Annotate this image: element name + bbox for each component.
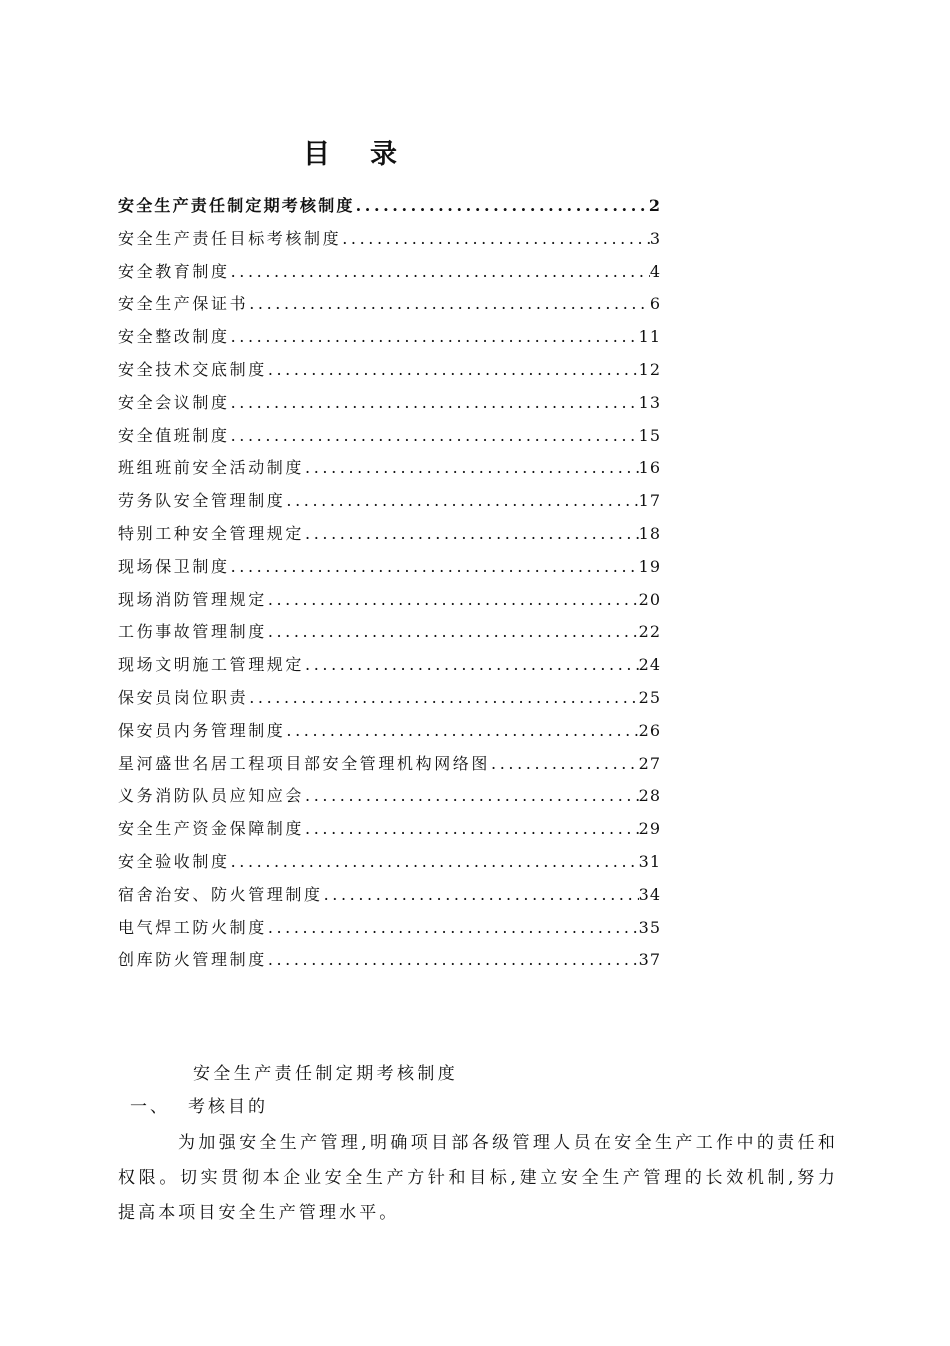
toc-leader-dots bbox=[248, 288, 650, 321]
toc-leader-dots bbox=[230, 256, 650, 289]
toc-leader-dots bbox=[267, 354, 639, 387]
toc-entry-label: 创库防火管理制度 bbox=[118, 950, 267, 970]
toc-leader-dots bbox=[267, 584, 639, 617]
section-heading-number: 一、 bbox=[130, 1097, 170, 1117]
toc-entry[interactable] bbox=[118, 190, 661, 223]
toc-entry[interactable] bbox=[118, 518, 661, 551]
toc-leader-dots bbox=[230, 420, 639, 453]
toc-entry-label: 电气焊工防火制度 bbox=[118, 917, 267, 937]
toc-entry[interactable] bbox=[118, 682, 661, 715]
toc-leader-dots bbox=[285, 715, 638, 748]
toc-entry-page-number: 35 bbox=[638, 917, 661, 937]
toc-entry[interactable] bbox=[118, 584, 661, 617]
toc-entry[interactable] bbox=[118, 288, 661, 321]
toc-title: 目录 bbox=[303, 139, 437, 170]
toc-entry-page-number: 12 bbox=[638, 359, 661, 379]
toc-leader-dots bbox=[304, 649, 639, 682]
toc-entry[interactable] bbox=[118, 387, 661, 420]
toc-leader-dots bbox=[323, 879, 639, 912]
toc-entry-page-number: 27 bbox=[638, 753, 661, 773]
toc-entry-label: 义务消防队员应知应会 bbox=[118, 786, 305, 806]
toc-leader-dots bbox=[304, 780, 639, 813]
toc-entry[interactable] bbox=[118, 715, 661, 748]
toc-entry-page-number: 11 bbox=[638, 327, 661, 347]
toc-entry-label: 安全生产责任目标考核制度 bbox=[118, 228, 342, 248]
toc-entry[interactable] bbox=[118, 452, 661, 485]
toc-entry-page-number: 26 bbox=[638, 720, 661, 740]
toc-leader-dots bbox=[230, 846, 639, 879]
toc-entry[interactable] bbox=[118, 223, 661, 256]
toc-entry-label: 保安员内务管理制度 bbox=[118, 720, 286, 740]
toc-entry-label: 安全会议制度 bbox=[118, 392, 230, 412]
toc-leader-dots bbox=[267, 616, 639, 649]
toc-entry-label: 劳务队安全管理制度 bbox=[118, 491, 286, 511]
toc-entry-page-number: 25 bbox=[638, 687, 661, 707]
toc-entry-label: 现场消防管理规定 bbox=[118, 589, 267, 609]
toc-entry-label: 现场保卫制度 bbox=[118, 556, 230, 576]
toc-entry-page-number: 20 bbox=[638, 589, 661, 609]
toc-entry-label: 保安员岗位职责 bbox=[118, 687, 249, 707]
toc-leader-dots bbox=[304, 813, 639, 846]
toc-entry[interactable] bbox=[118, 944, 661, 977]
toc-entry[interactable] bbox=[118, 420, 661, 453]
toc-entry-label: 现场文明施工管理规定 bbox=[118, 655, 305, 675]
toc-leader-dots bbox=[248, 682, 638, 715]
toc-entry-page-number: 3 bbox=[649, 228, 661, 248]
toc-leader-dots bbox=[230, 551, 639, 584]
toc-entry-page-number: 6 bbox=[649, 294, 661, 314]
toc-leader-dots bbox=[230, 387, 639, 420]
toc-entry-page-number: 24 bbox=[638, 655, 661, 675]
toc-entry-page-number: 4 bbox=[649, 261, 661, 281]
toc-entry[interactable] bbox=[118, 485, 661, 518]
toc-entry-page-number: 37 bbox=[638, 950, 661, 970]
toc-entry-page-number: 34 bbox=[638, 884, 661, 904]
toc-entry-label: 特别工种安全管理规定 bbox=[118, 523, 305, 543]
section-paragraph: 为加强安全生产管理,明确项目部各级管理人员在安全生产工作中的责任和权限。切实贯彻本企业安全生产方针和目标,建立安全生产管理的长效机制,努力提高本项目安全生产管理水平。 bbox=[118, 1133, 838, 1223]
toc-entry[interactable] bbox=[118, 813, 661, 846]
toc-entry[interactable] bbox=[118, 354, 661, 387]
toc-entry[interactable] bbox=[118, 256, 661, 289]
toc-entry[interactable] bbox=[118, 616, 661, 649]
toc-entry-label: 班组班前安全活动制度 bbox=[118, 458, 305, 478]
toc-entry[interactable] bbox=[118, 879, 661, 912]
toc-leader-dots bbox=[267, 944, 639, 977]
toc-entry[interactable] bbox=[118, 780, 661, 813]
toc-entry[interactable] bbox=[118, 649, 661, 682]
toc-entry[interactable] bbox=[118, 748, 661, 781]
toc-entry-page-number: 22 bbox=[638, 622, 661, 642]
section-title: 安全生产责任制定期考核制度 bbox=[193, 1064, 459, 1084]
toc-entry-page-number: 28 bbox=[638, 786, 661, 806]
toc-leader-dots bbox=[267, 912, 639, 945]
toc-entry-label: 安全生产保证书 bbox=[118, 294, 249, 314]
toc-entry-label: 安全生产责任制定期考核制度 bbox=[118, 196, 355, 215]
toc-entry-page-number: 17 bbox=[638, 491, 661, 511]
toc-entry-page-number: 16 bbox=[638, 458, 661, 478]
toc-entry-page-number: 19 bbox=[638, 556, 661, 576]
toc-leader-dots bbox=[341, 223, 650, 256]
section-heading bbox=[130, 1093, 268, 1121]
toc-entry[interactable] bbox=[118, 551, 661, 584]
toc-entry-page-number: 13 bbox=[638, 392, 661, 412]
toc-entry-page-number: 29 bbox=[638, 819, 661, 839]
section-heading-text: 考核目的 bbox=[188, 1097, 268, 1117]
toc-entry-label: 宿舍治安、防火管理制度 bbox=[118, 884, 323, 904]
toc-leader-dots bbox=[304, 452, 639, 485]
toc-entry-label: 星河盛世名居工程项目部安全管理机构网络图 bbox=[118, 753, 491, 773]
toc-entry-label: 安全整改制度 bbox=[118, 327, 230, 347]
toc-leader-dots bbox=[304, 518, 639, 551]
toc-entry-page-number: 18 bbox=[638, 523, 661, 543]
table-of-contents bbox=[118, 190, 661, 977]
toc-entry-page-number: 31 bbox=[638, 851, 661, 871]
toc-leader-dots bbox=[490, 748, 639, 781]
toc-leader-dots bbox=[285, 485, 638, 518]
toc-entry-label: 安全教育制度 bbox=[118, 261, 230, 281]
toc-entry-label: 安全生产资金保障制度 bbox=[118, 819, 305, 839]
toc-entry[interactable] bbox=[118, 321, 661, 354]
toc-entry[interactable] bbox=[118, 912, 661, 945]
toc-entry-page-number: 15 bbox=[638, 425, 661, 445]
toc-entry-label: 安全技术交底制度 bbox=[118, 359, 267, 379]
toc-entry-page-number: 2 bbox=[648, 196, 661, 215]
toc-leader-dots bbox=[355, 190, 649, 223]
toc-entry[interactable] bbox=[118, 846, 661, 879]
toc-entry-label: 安全验收制度 bbox=[118, 851, 230, 871]
toc-entry-label: 安全值班制度 bbox=[118, 425, 230, 445]
toc-entry-label: 工伤事故管理制度 bbox=[118, 622, 267, 642]
toc-leader-dots bbox=[230, 321, 639, 354]
